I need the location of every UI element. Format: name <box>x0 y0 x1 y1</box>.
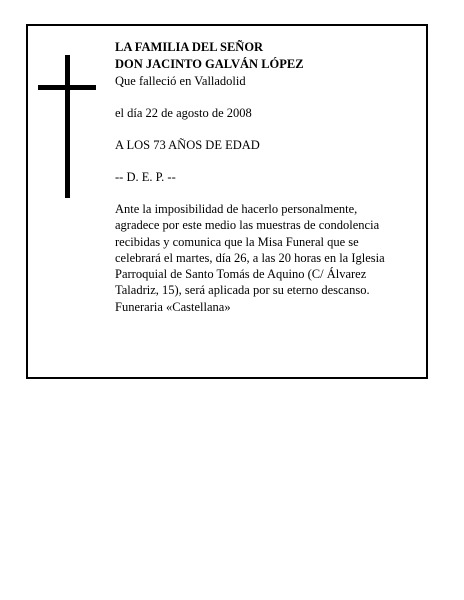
date-line: el día 22 de agosto de 2008 <box>115 106 252 120</box>
rip-line: -- D. E. P. -- <box>115 170 176 184</box>
message-line: Taladriz, 15), será aplicada por su eterno descanso. <box>115 283 370 298</box>
message-line: recibidas y comunica que la Misa Funeral que se <box>115 234 359 249</box>
message-line: agradece por este medio las muestras de condolencia <box>115 218 380 233</box>
notice-text <box>115 39 415 315</box>
message-paragraph <box>115 201 415 315</box>
obituary-notice <box>26 24 428 379</box>
cross-icon <box>65 55 70 198</box>
message-line: celebrará el martes, día 26, a las 20 horas en la Iglesia <box>115 250 385 265</box>
age-line: A LOS 73 AÑOS DE EDAD <box>115 138 260 152</box>
message-line: Parroquial de Santo Tomás de Aquino (C/ Álvarez <box>115 267 367 282</box>
deceased-name: DON JACINTO GALVÁN LÓPEZ <box>115 57 304 71</box>
cross-icon-crossbar <box>38 85 96 90</box>
funeral-home: Funeraria «Castellana» <box>115 299 231 314</box>
message-line: Ante la imposibilidad de hacerlo personalmente, <box>115 202 358 216</box>
intro-line: Que falleció en Valladolid <box>115 74 246 88</box>
family-heading: LA FAMILIA DEL SEÑOR <box>115 40 264 54</box>
